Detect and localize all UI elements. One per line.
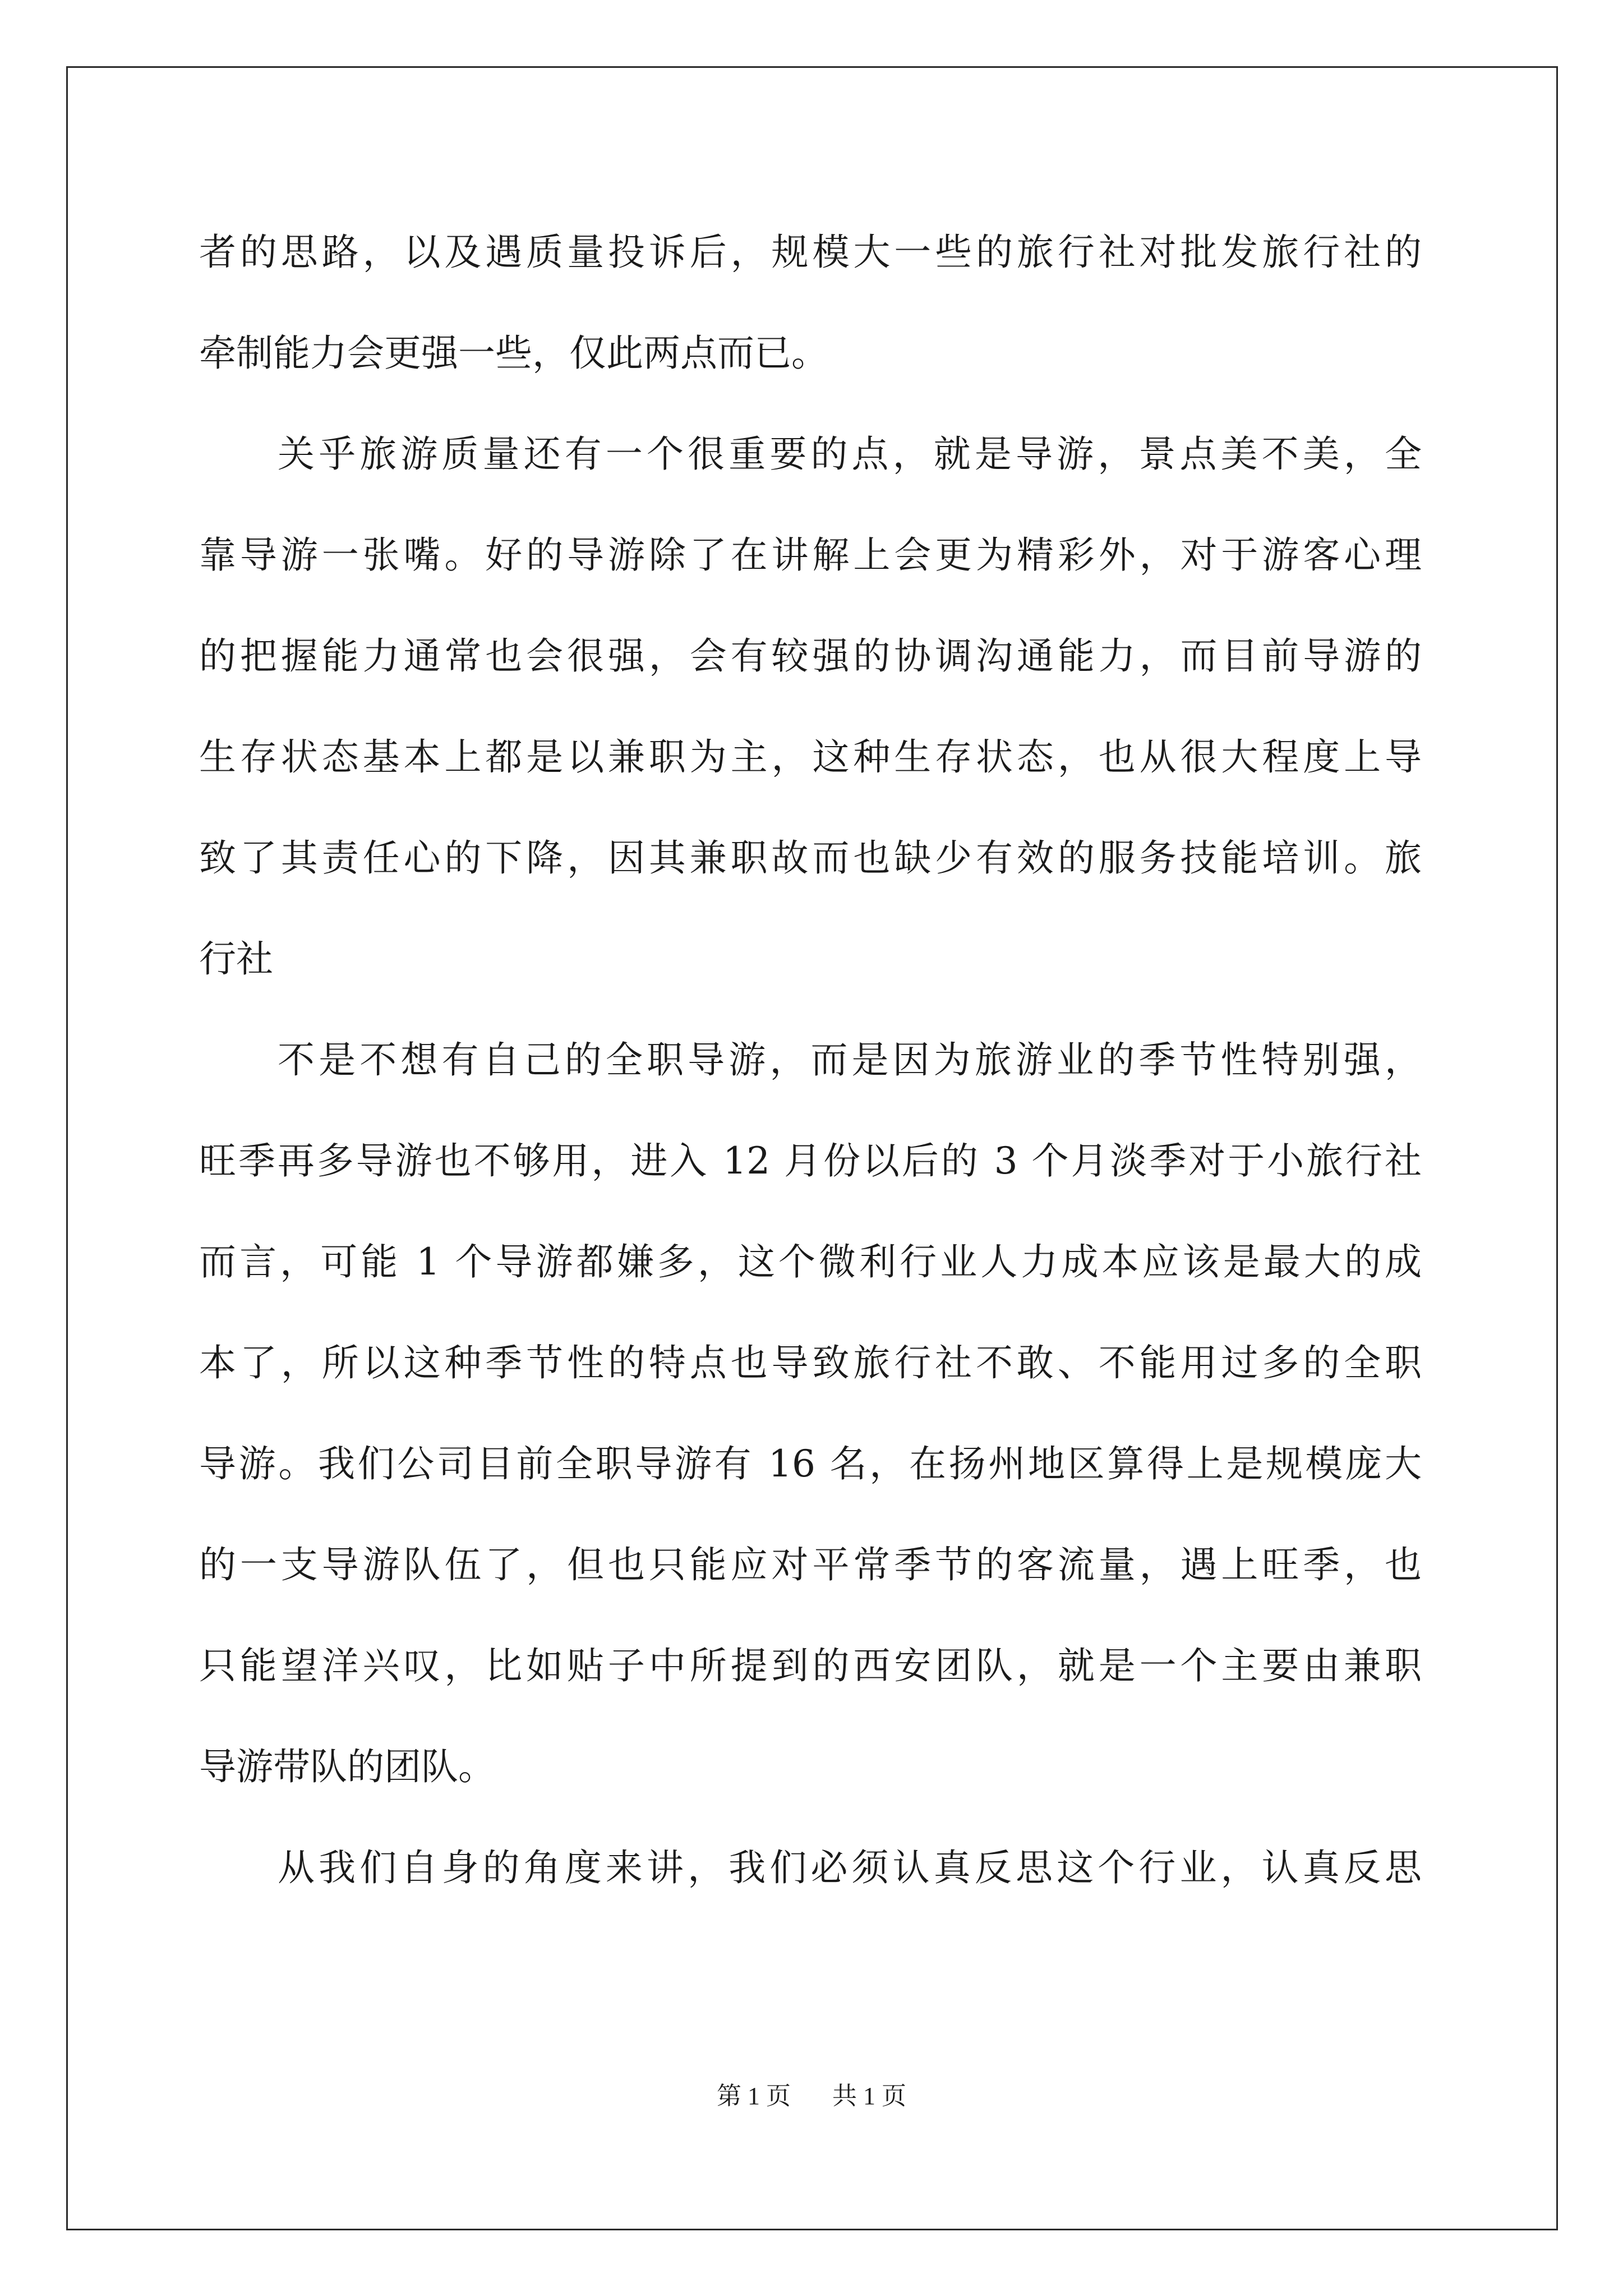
page-number: 第 1 页 <box>717 2082 791 2110</box>
page-footer <box>0 2076 1623 2111</box>
text-line: 生存状态基本上都是以兼职为主，这种生存状态，也从很大程度上导 <box>199 735 1422 779</box>
text-line: 致了其责任心的下降，因其兼职故而也缺少有效的服务技能培训。旅 <box>199 836 1422 880</box>
text-line: 只能望洋兴叹，比如贴子中所提到的西安团队，就是一个主要由兼职 <box>199 1644 1422 1687</box>
page-total: 共 1 页 <box>832 2082 906 2110</box>
text-line: 导游。我们公司目前全职导游有 16 名，在扬州地区算得上是规模庞大 <box>199 1442 1422 1485</box>
paragraph-first-line: 关乎旅游质量还有一个很重要的点，就是导游，景点美不美，全 <box>278 432 1422 476</box>
document-body <box>199 202 1422 1918</box>
text-line: 旺季再多导游也不够用，进入 12 月份以后的 3 个月淡季对于小旅行社 <box>199 1139 1422 1182</box>
text-line: 者的思路，以及遇质量投诉后，规模大一些的旅行社对批发旅行社的 <box>199 231 1422 274</box>
paragraph-first-line: 从我们自身的角度来讲，我们必须认真反思这个行业，认真反思 <box>278 1846 1422 1889</box>
text-line: 行社 <box>199 937 273 981</box>
text-line: 而言，可能 1 个导游都嫌多，这个微利行业人力成本应该是最大的成 <box>199 1240 1422 1283</box>
text-line: 的一支导游队伍了，但也只能应对平常季节的客流量，遇上旺季，也 <box>199 1543 1422 1586</box>
text-line: 导游带队的团队。 <box>199 1745 495 1788</box>
paragraph-first-line: 不是不想有自己的全职导游，而是因为旅游业的季节性特别强， <box>278 1038 1422 1082</box>
text-line: 的把握能力通常也会很强，会有较强的协调沟通能力，而目前导游的 <box>199 634 1422 678</box>
text-line: 牵制能力会更强一些，仅此两点而已。 <box>199 332 828 375</box>
text-line: 本了，所以这种季节性的特点也导致旅行社不敢、不能用过多的全职 <box>199 1341 1422 1384</box>
text-line: 靠导游一张嘴。好的导游除了在讲解上会更为精彩外，对于游客心理 <box>199 533 1422 577</box>
